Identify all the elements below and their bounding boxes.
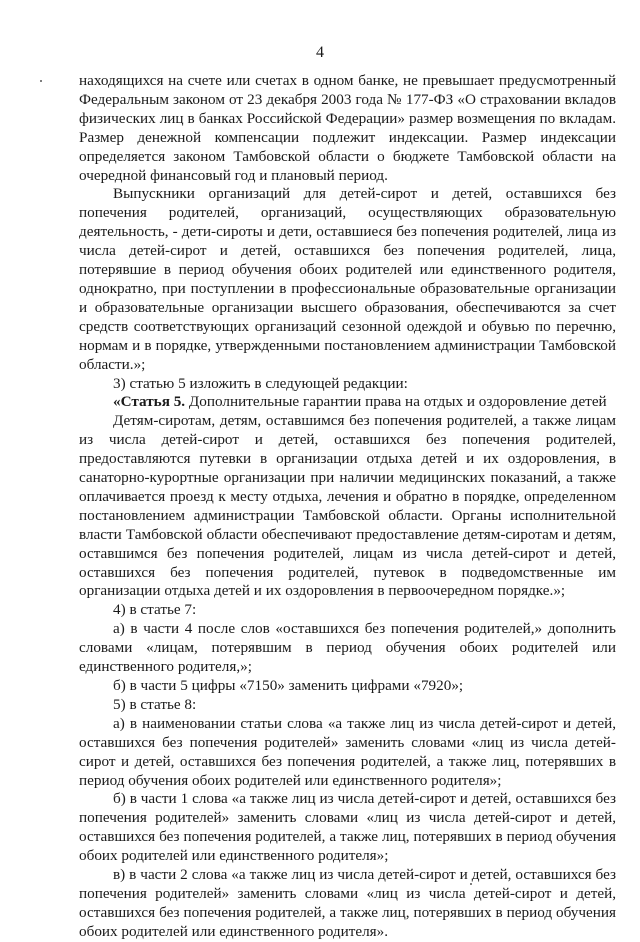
paragraph-article-5-text: Детям-сиротам, детям, оставшимся без попечения родителей, а также лицам из числа детей-сирот и детей, оставшихся без попечения родителей, предоставляются путевки в организации отдыха детей и их оздоровления, в санаторно-курортные организации при наличии медицинских показаний, а также оплачивается проезд к месту отдыха, лечения и обратно в порядке, определенном постановлением администрации Тамбовской области. Органы исполнительной власти Тамбовской области обеспечивают предоставление детям-сиротам и детям, оставшимся без попечения родителей, лицам из числа детей-сирот и детей, оставшихся без попечения родителей, путевок в подведомственные им организации отдыха детей и их оздоровления в первоочередном порядке.»; [79,412,616,600]
paragraph-amend-article-7: 4) в статье 7: [113,601,197,619]
paragraph-article-8-part-1: б) в части 1 слова «а также лиц из числа детей-сирот и детей, оставшихся без попечения родителей» заменить словами «лиц из числа детей-сирот и детей, оставшихся без попечения родителей, а также лиц, потерявших в период обучения обоих родителей или единственного родителя»; [79,790,616,865]
paragraph-amend-article-5: 3) статью 5 изложить в следующей редакции: [113,374,408,392]
scan-speck [40,80,42,82]
paragraph-savings-compensation: находящихся на счете или счетах в одном банке, не превышает предусмотренный Федеральным законом от 23 декабря 2003 года № 177-ФЗ «О страховании вкладов физических лиц в банках Российской Федерации» размер возмещения по вкладам. Размер денежной компенсации подлежит индексации. Размер индексации определяется законом Тамбовской области о бюджете Тамбовской области на очередной финансовый год и плановый период. [79,72,616,184]
paragraph-article-8-title: а) в наименовании статьи слова «а также лиц из числа детей-сирот и детей, оставшихся без попечения родителей» заменить словами «лиц из числа детей-сирот и детей, оставшихся без попечения родителей, а также лиц, потерявших в период обучения обоих родителей или единственного родителя»; [79,714,616,789]
article-5-label: «Статья 5. [113,393,186,411]
paragraph-article-7-part-5: б) в части 5 цифры «7150» заменить цифрами «7920»; [113,677,464,694]
paragraph-amend-article-8: 5) в статье 8: [113,695,197,713]
page-number: 4 [316,44,324,61]
paragraph-article-7-part-4: а) в части 4 после слов «оставшихся без попечения родителей,» дополнить словами «лицам, потерявшим в период обучения обоих родителей или единственного родителя,»; [79,620,616,676]
document-body [79,72,616,942]
paragraph-graduates-clothing: Выпускники организаций для детей-сирот и детей, оставшихся без попечения родителей, организаций, осуществляющих образовательную деятельность, - дети-сироты и дети, оставшиеся без попечения родителей, лица из числа детей-сирот и детей, оставшихся без попечения родителей, лица, потерявшие в период обучения обоих родителей или единственного родителя, однократно, при поступлении в профессиональные образовательные организации и образовательные организации высшего образования, обеспечиваются за счет средств соответствующих организаций сезонной одеждой и обувью по перечню, нормам и в порядке, утвержденными постановлением администрации Тамбовской области.»; [79,185,616,373]
article-5-title: Дополнительные гарантии права на отдых и оздоровление детей [185,393,607,411]
scan-speck [470,883,472,885]
paragraph-article-8-part-2: в) в части 2 слова «а также лиц из числа детей-сирот и детей, оставшихся без попечения родителей» заменить словами «лиц из числа детей-сирот и детей, оставшихся без попечения родителей, а также лиц, потерявших в период обучения обоих родителей или единственного родителя». [79,866,616,940]
paragraph-article-5-heading [79,393,616,412]
